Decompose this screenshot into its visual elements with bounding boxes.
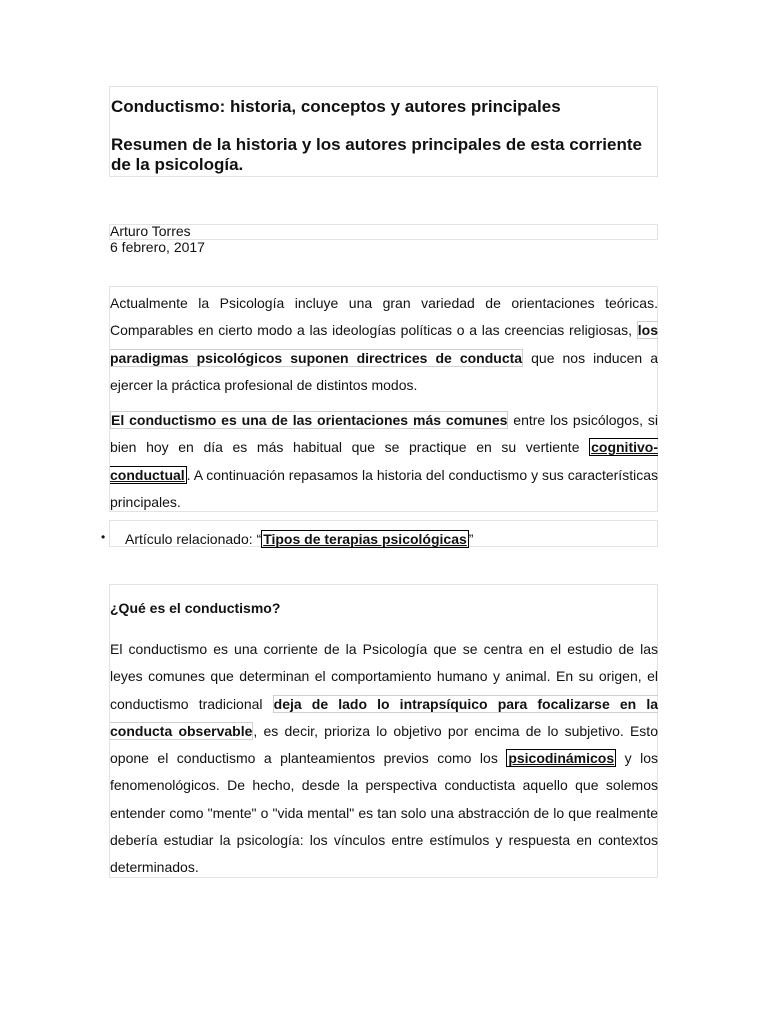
section-text: y los fenomenológicos. De hecho, desde la perspectiva conductista aquello que solemos entender como "mente" o "vida mental" es tan solo una abstracción de lo que realmente debería estudiar la psicología: los vínculos entre estímulos y respuesta en contextos determinados.: [110, 750, 658, 876]
cognitivo-conductual-link[interactable]: cognitivo-conductual: [110, 439, 658, 483]
author-frame: [109, 224, 658, 240]
related-prefix: Artículo relacionado: “: [125, 531, 262, 547]
bullet-icon: •: [101, 530, 106, 544]
intro-text: . A continuación repasamos la historia del conductismo y sus características principales.: [110, 466, 658, 510]
section-highlight: deja de lado lo intrapsíquico para focalizarse en la conducta observable: [110, 695, 658, 739]
section-paragraph: [110, 636, 658, 882]
section-heading: ¿Qué es el conductismo?: [110, 600, 281, 616]
article-subtitle: Resumen de la historia y los autores principales de esta corriente de la psicología.: [111, 135, 642, 174]
section-text: El conductismo es una corriente de la Psicología que se centra en el estudio de las leyes comunes que determinan el comportamiento humano y animal. En su origen, el conductismo tradicional: [110, 641, 658, 712]
publish-date: 6 febrero, 2017: [110, 239, 205, 255]
intro-text: entre los psicólogos, si bien hoy en día es más habitual que se practique en su vertiente: [110, 412, 658, 456]
related-article-link[interactable]: Tipos de terapias psicológicas: [263, 531, 467, 547]
related-suffix: ”: [468, 531, 474, 547]
author-name: Arturo Torres: [110, 223, 191, 239]
section-text: , es decir, prioriza lo objetivo por encima de lo subjetivo. Esto opone el conductismo a planteamientos previos como los: [110, 722, 658, 767]
intro-highlight: El conductismo es una de las orientaciones más comunes: [111, 412, 508, 428]
intro-paragraph-2: [110, 407, 658, 516]
psicodinamicos-link[interactable]: psicodinámicos: [508, 750, 615, 767]
related-article: [125, 529, 473, 549]
title-block: [109, 86, 658, 177]
intro-text: que nos inducen a ejercer la práctica profesional de distintos modos.: [110, 349, 658, 393]
intro-text: Actualmente la Psicología incluye una gran variedad de orientaciones teóricas. Comparables en cierto modo a las ideologías políticas o a las creencias religiosas,: [110, 295, 658, 339]
intro-highlight: los paradigmas psicológicos suponen directrices de conducta: [110, 322, 658, 366]
article-title: Conductismo: historia, conceptos y autores principales: [111, 97, 561, 116]
intro-paragraph-1: [110, 290, 658, 399]
